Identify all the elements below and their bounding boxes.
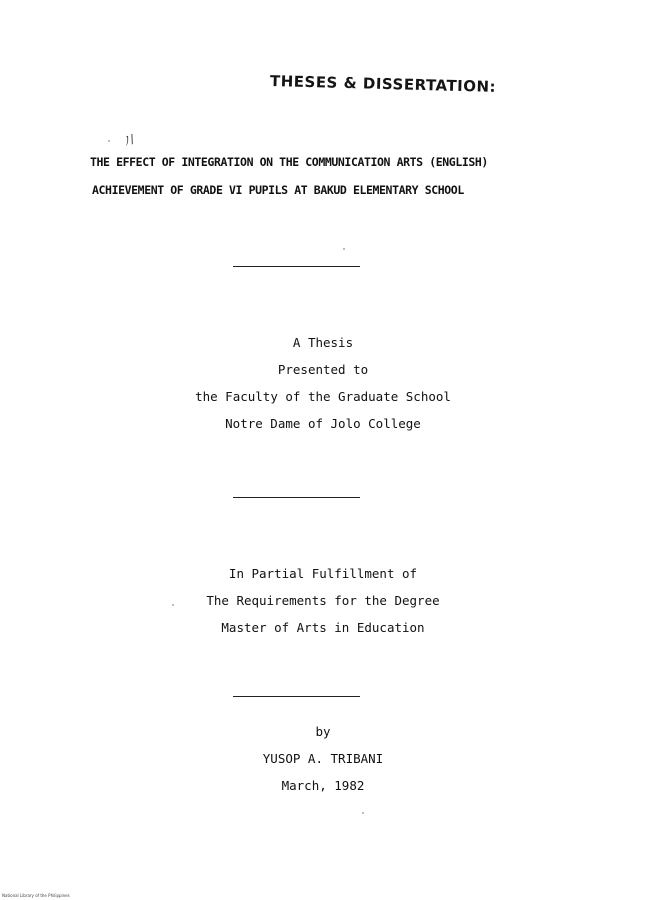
fulfillment-line: In Partial Fulfillment of [228, 566, 418, 581]
scan-speck [343, 248, 345, 250]
archive-footer: National Library of the Philippines [2, 893, 70, 898]
submission-line: A Thesis [292, 335, 354, 350]
submission-line: Notre Dame of Jolo College [225, 416, 421, 431]
thesis-title-line-1: THE EFFECT OF INTEGRATION ON THE COMMUNICATION ARTS (ENGLISH) [90, 155, 488, 169]
divider-rule [233, 696, 360, 697]
fulfillment-line: Master of Arts in Education [221, 620, 425, 635]
handwritten-check-mark: ﾉ/ [122, 131, 137, 149]
submission-date: March, 1982 [281, 778, 365, 793]
submission-line: the Faculty of the Graduate School [195, 389, 451, 404]
divider-rule [233, 497, 360, 498]
thesis-title-line-2: ACHIEVEMENT OF GRADE VI PUPILS AT BAKUD ELEMENTARY SCHOOL [92, 183, 464, 197]
fulfillment-line: The Requirements for the Degree [206, 593, 440, 608]
author-name: YUSOP A. TRIBANI [262, 751, 384, 766]
scan-speck [362, 812, 364, 814]
submission-line: Presented to [277, 362, 369, 377]
divider-rule [233, 266, 360, 267]
scan-speck [172, 604, 174, 606]
scan-speck [108, 140, 110, 142]
author-block [0, 718, 646, 799]
submission-block [0, 329, 646, 437]
fulfillment-block [0, 560, 646, 641]
theses-dissertation-stamp: THESES & DISSERTATION: [269, 72, 497, 96]
by-label: by [315, 724, 331, 739]
